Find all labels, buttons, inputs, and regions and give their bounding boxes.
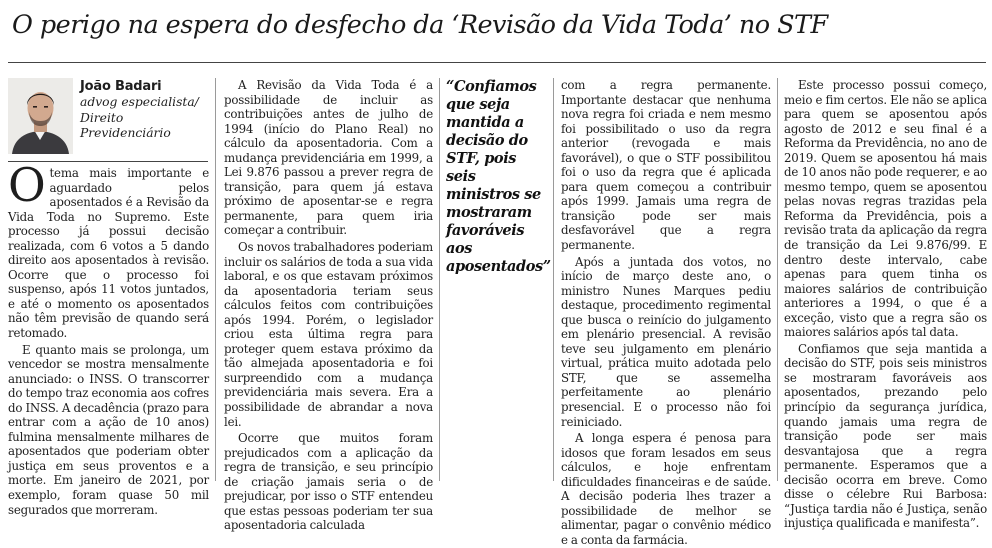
paragraph [8,158,209,341]
author-portrait-icon [8,78,73,154]
headline-rule [8,62,986,63]
paragraph-text: tema mais importante e aguardado pelos aposentados é a Revisão da Vida Toda no Supremo. Este processo já possui decisão realizada, com 6 votos a 5 dando direito aos aposentados à revisão. Ocorre que o processo foi suspenso, após 11 votos juntados, e até o momento os aposentados não têm previsão de quando será retomado. [8,166,209,341]
author-name: João Badari [80,79,162,94]
column-divider [215,78,216,481]
author-photo [8,78,73,154]
paragraph: A longa espera é penosa para idosos que foram lesados em seus cálculos, e hoje enfrentam dificuldades financeiras e de saúde. A decisão poderia lhes trazer a possibilidade de melhor se alimentar, pagar o convênio médico e a conta da farmácia. [561,431,771,547]
paragraph: A Revisão da Vida Toda é a possibilidade de incluir as contribuições antes de julho de 1994 (início do Plano Real) no cálculo da aposentadoria. Com a mudança previdenciária em 1999, a Lei 9.876 passou a prever regra de transição, para quem já estava próximo de aposentar-se e regra permanente, para quem iria começar a contribuir. [224,78,433,238]
article-column-1 [8,158,209,517]
drop-cap: O [8,158,46,212]
column-divider [553,78,554,481]
author-role: advog especialista/ Direito Previdenciário [80,95,199,140]
paragraph: com a regra permanente. Importante destacar que nenhuma nova regra foi criada e nem mesmo foi possibilitado o uso da regra anterior (revogada e mais favorável), o que o STF possibilitou foi o uso da regra que é aplicada para quem começou a contribuir após 1999. Jamais uma regra de transição pode ser mais desfavorável que a regra permanente. [561,78,771,253]
paragraph: E quanto mais se prolonga, um vencedor se mostra mensalmente anunciado: o INSS. O transcorrer do tempo traz economia aos cofres do INSS. A decadência (prazo para entrar com a ação de 10 anos) fulmina mensalmente milhares de aposentados que poderiam obter justiça em seus proventos e a morte. Em janeiro de 2021, por exemplo, foram quase 50 mil segurados que morreram. [8,342,209,517]
article-column-4 [784,78,987,531]
column-divider [777,78,778,481]
paragraph: Ocorre que muitos foram prejudicados com a aplicação da regra de transição, e seu princípio de criação jamais seria o de prejudicar, por isso o STF entendeu que estas pessoas poderiam ter sua aposentadoria calculada [224,431,433,533]
paragraph: Confiamos que seja mantida a decisão do STF, pois seis ministros se mostraram favoráveis aos aposentados, prezando pelo princípio da segurança jurídica, quando jamais uma regra de transição pode ser mais desvantajosa que a regra permanente. Esperamos que a decisão ocorra em breve. Como disse o célebre Rui Barbosa: “Justiça tardia não é Justiça, senão injustiça qualificada e manifesta”. [784,341,987,531]
article-column-3 [561,78,771,547]
paragraph: Após a juntada dos votos, no início de março deste ano, o ministro Nunes Marques pediu destaque, procedimento regimental que busca o reinício do julgamento em plenário presencial. A revisão teve seu julgamento em plenário virtual, prática muito adotada pelo STF, que se assemelha perfeitamente ao plenário presencial. E o processo não foi reiniciado. [561,254,771,429]
article-column-2 [224,78,433,533]
pull-quote: “Confiamos que seja mantida a decisão do STF, pois seis ministros se mostraram favoráveis aos aposentados” [446,78,551,275]
paragraph: Os novos trabalhadores poderiam incluir os salários de toda a sua vida laboral, e os que estavam próximos da aposentadoria teriam seus cálculos feitos com contribuições após 1994. Porém, o legislador criou esta última regra para proteger quem estava próximo da tão almejada aposentadoria e foi surpreendido com a mudança previdenciária mais severa. Era a possibilidade de abrandar a nova lei. [224,240,433,429]
article-headline: O perigo na espera do desfecho da ‘Revisão da Vida Toda’ no STF [12,10,828,40]
column-divider [439,78,440,481]
author-box [8,78,208,158]
paragraph: Este processo possui começo, meio e fim certos. Ele não se aplica para quem se aposentou após agosto de 2012 e seu final é a Reforma da Previdência, no ano de 2019. Quem se aposentou há mais de 10 anos não pode requerer, e ao mesmo tempo, quem se aposentou pelas novas regras trazidas pela Reforma da Previdência, pois a revisão trata da aplicação da regra de transição da Lei 9.876/99. E dentro deste intervalo, cabe apenas para quem tinha os maiores salários de contribuição anteriores a 1994, o que é a exceção, visto que a regra são os maiores salários após tal data. [784,78,987,340]
